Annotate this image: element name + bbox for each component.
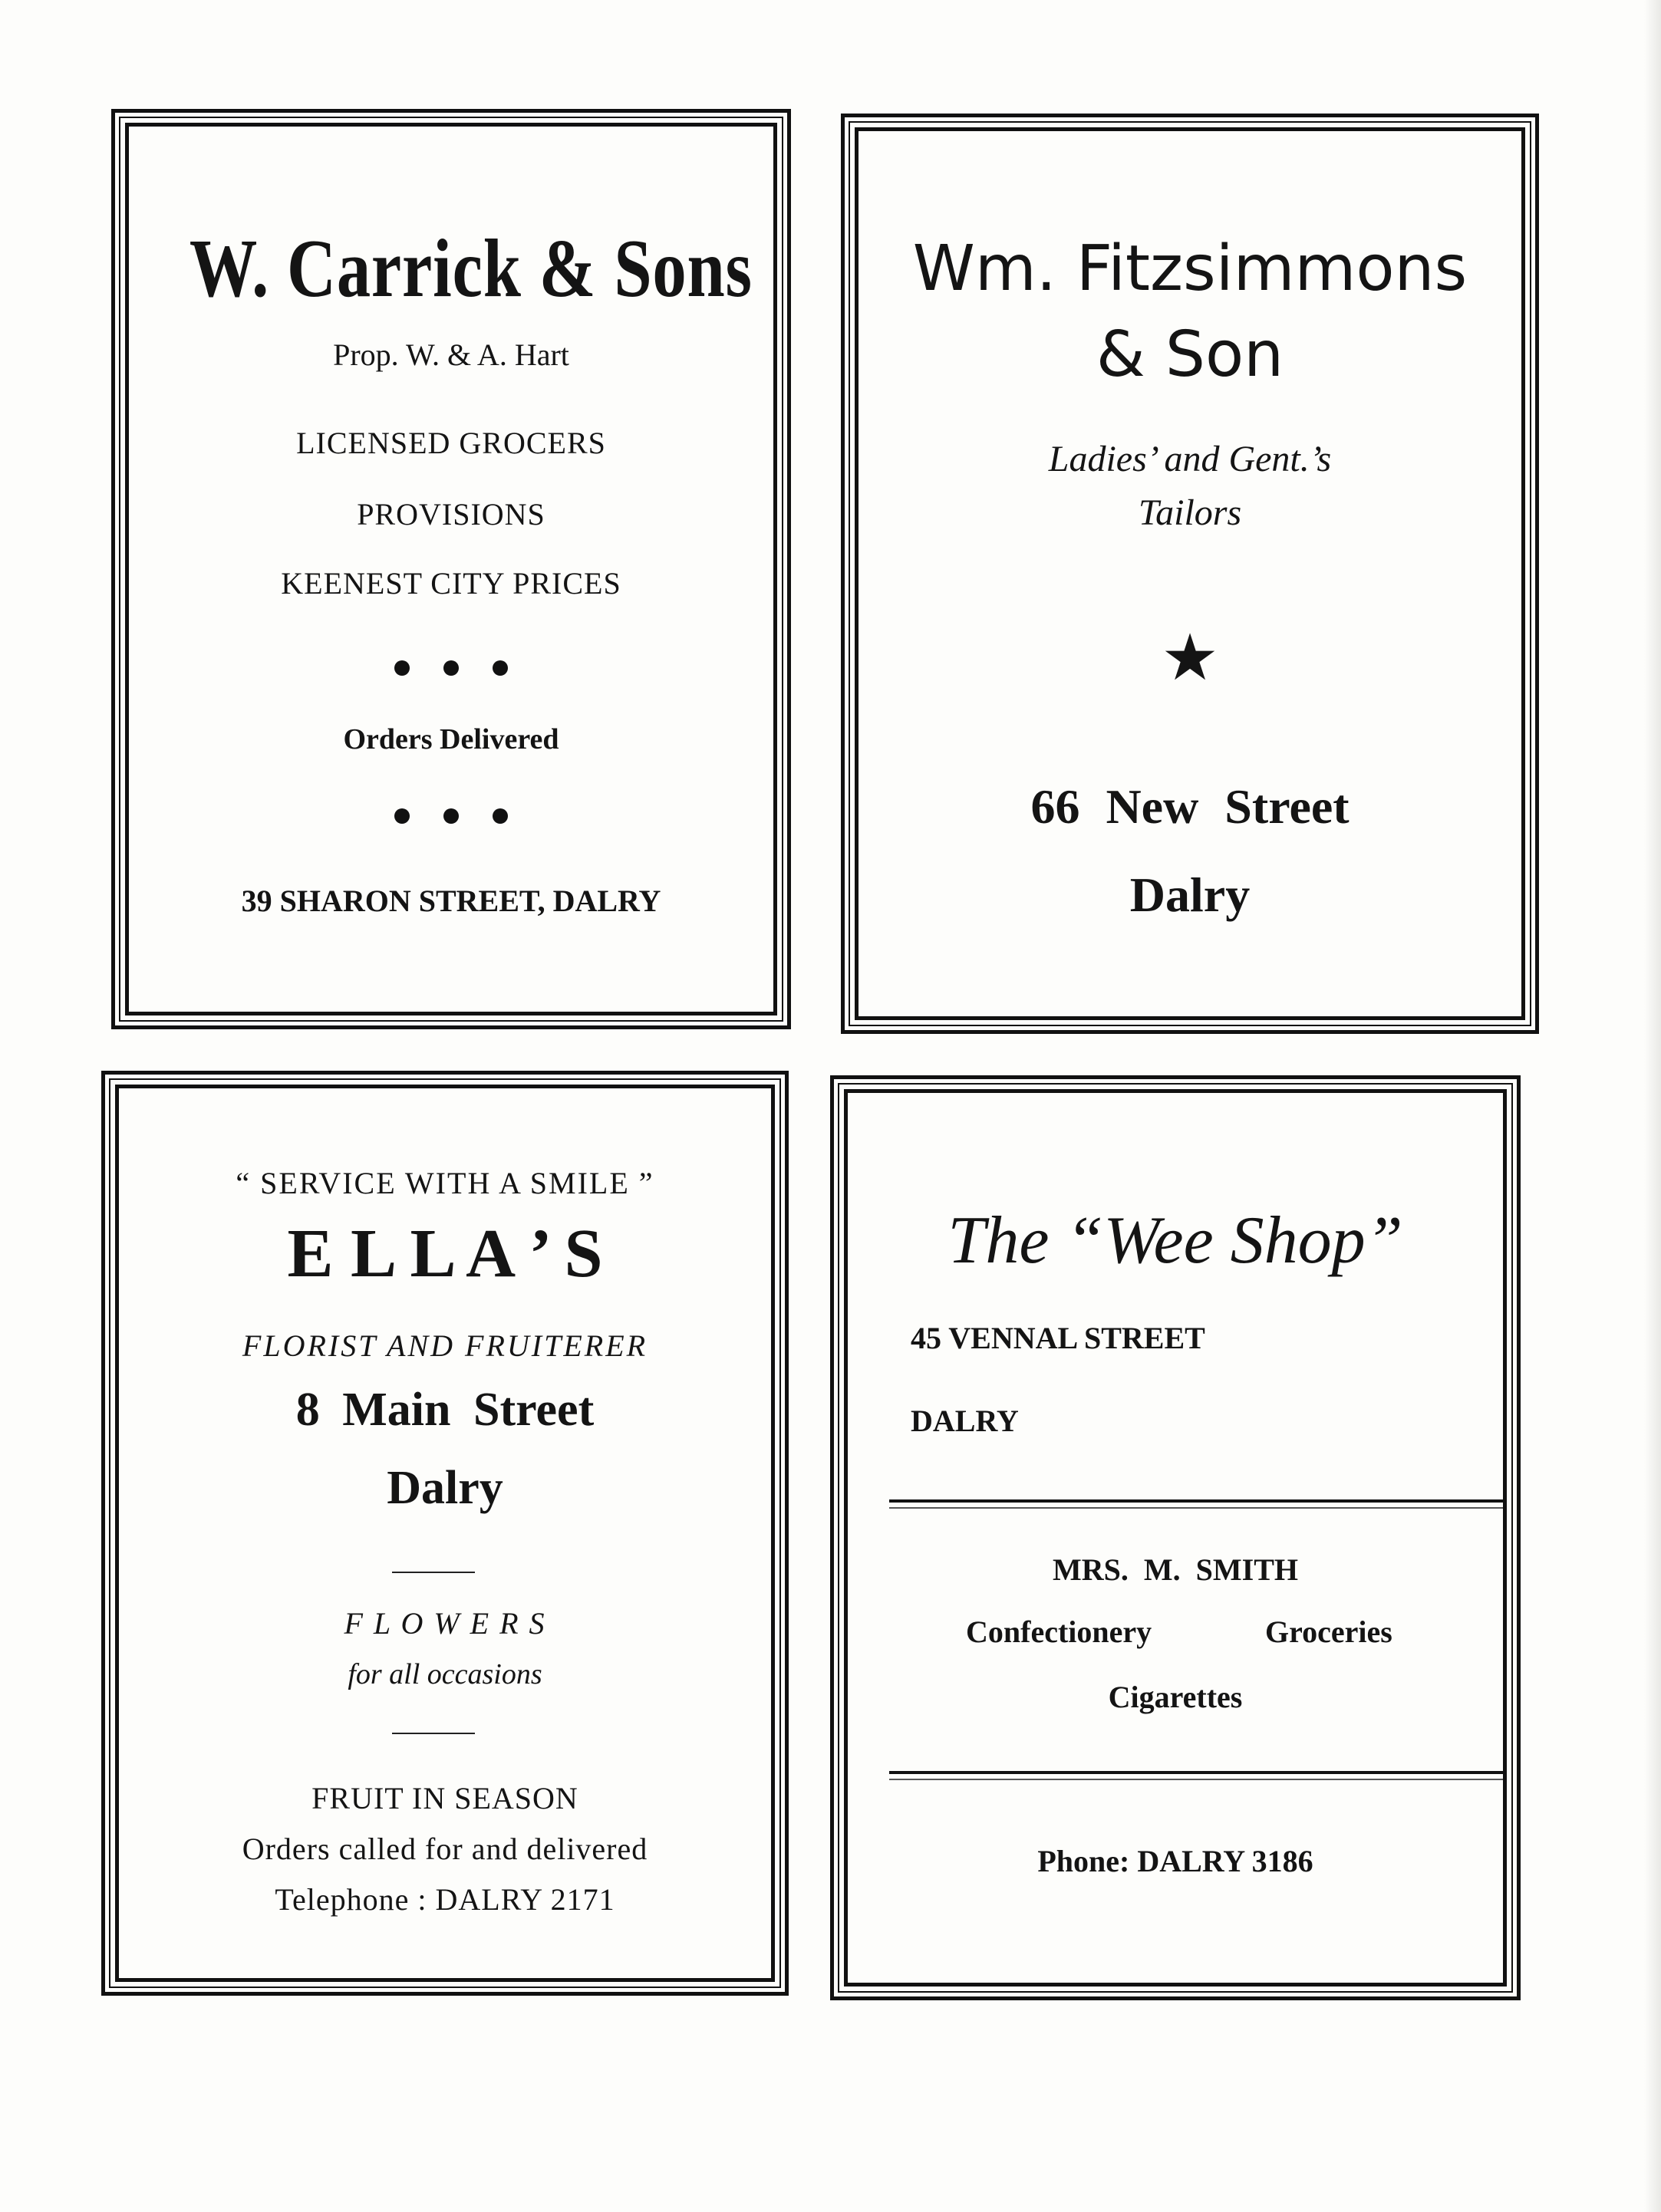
page-edge bbox=[1644, 0, 1661, 2212]
ad-line: KEENEST CITY PRICES bbox=[281, 566, 621, 601]
bullet-dot bbox=[443, 808, 459, 824]
ad-fruit: FRUIT IN SEASON bbox=[311, 1781, 578, 1815]
ad-ellas bbox=[101, 1071, 789, 1996]
ad-occasions: for all occasions bbox=[348, 1658, 542, 1690]
ad-orders: Orders called for and delivered bbox=[242, 1832, 648, 1866]
ad-trade: Tailors bbox=[1138, 492, 1242, 533]
ad-proprietor: MRS. M. SMITH bbox=[1053, 1552, 1298, 1587]
ad-line: LICENSED GROCERS bbox=[296, 426, 606, 460]
ad-line: PROVISIONS bbox=[357, 497, 545, 532]
ad-telephone: Telephone : DALRY 2171 bbox=[275, 1882, 615, 1917]
ad-proprietor: Prop. W. & A. Hart bbox=[333, 337, 569, 372]
ad-title: & Son bbox=[1096, 318, 1284, 391]
divider bbox=[889, 1771, 1503, 1774]
bullet-dot bbox=[493, 808, 508, 824]
ad-town: Dalry bbox=[1129, 867, 1251, 922]
divider bbox=[392, 1733, 475, 1734]
ad-town: Dalry bbox=[387, 1462, 503, 1514]
ad-flowers: F L O W E R S bbox=[344, 1606, 546, 1641]
bullet-dot bbox=[394, 808, 410, 824]
bullet-dot bbox=[443, 660, 459, 676]
ad-trade: Ladies’ and Gent.’s bbox=[1048, 439, 1332, 479]
divider bbox=[392, 1572, 475, 1573]
ad-title: Wm. Fitzsimmons bbox=[912, 232, 1468, 305]
ad-trade: FLORIST AND FRUITERER bbox=[242, 1328, 648, 1363]
ad-title: W. Carrick & Sons bbox=[189, 223, 753, 314]
ad-item: Groceries bbox=[1265, 1615, 1392, 1649]
ad-carrick bbox=[111, 109, 791, 1029]
bullet-dots bbox=[132, 660, 770, 676]
ad-title: The “Wee Shop” bbox=[947, 1203, 1403, 1278]
divider bbox=[889, 1499, 1503, 1503]
ad-title: E L L A ’ S bbox=[287, 1216, 603, 1292]
ad-address: 45 VENNAL STREET bbox=[911, 1321, 1205, 1355]
ad-address: 66 New Street bbox=[1030, 779, 1350, 834]
ad-slogan: “ SERVICE WITH A SMILE ” bbox=[236, 1166, 654, 1200]
ad-wee-shop bbox=[830, 1075, 1521, 2000]
ad-item: Cigarettes bbox=[1108, 1680, 1243, 1714]
ad-address: 8 Main Street bbox=[295, 1384, 595, 1436]
ad-town: DALRY bbox=[911, 1404, 1019, 1438]
ad-phone: Phone: DALRY 3186 bbox=[1037, 1844, 1313, 1878]
star-icon: ★ bbox=[1161, 620, 1219, 695]
bullet-dot bbox=[493, 660, 508, 676]
ad-fitzsimmons bbox=[841, 114, 1539, 1034]
ad-orders: Orders Delivered bbox=[343, 723, 559, 755]
bullet-dots bbox=[132, 808, 770, 824]
ad-item: Confectionery bbox=[966, 1615, 1152, 1649]
ad-address: 39 SHARON STREET, DALRY bbox=[241, 884, 661, 918]
bullet-dot bbox=[394, 660, 410, 676]
